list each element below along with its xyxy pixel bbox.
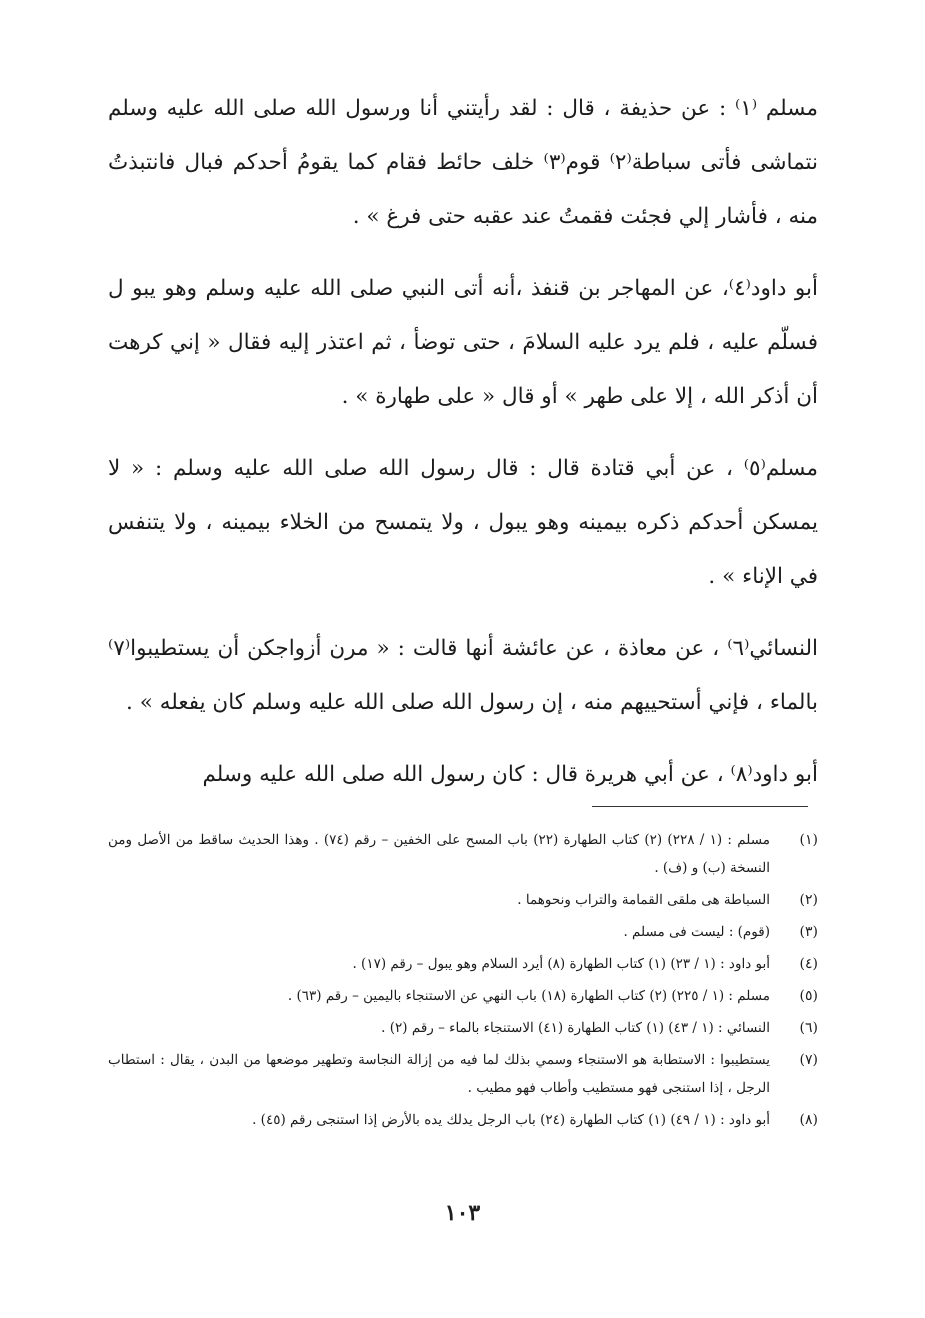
footnote-7 <box>108 1046 818 1102</box>
hadith-paragraph-3: مسلم⁽٥⁾ ، عن أبي قتادة قال : قال رسول الله صلى الله عليه وسلم : « لا يمسكن أحدكم ذكره بيمينه وهو يبول ، ولا يتمسح من الخلاء بيمينه ، ولا يتنفس في الإناء » . <box>108 456 818 589</box>
footnote-text: مسلم : (١ / ٢٢٨) (٢) كتاب الطهارة (٢٢) باب المسح على الخفين – رقم (٧٤) . وهذا الحديث ساقط من الأصل ومن النسخة (ب) و (ف) . <box>108 832 770 876</box>
footnote-text: النسائي : (١ / ٤٣) (١) كتاب الطهارة (٤١) الاستنجاء بالماء – رقم (٢) . <box>381 1020 770 1036</box>
footnote-separator <box>592 806 808 807</box>
hadith-paragraph-5: أبو داود⁽٨⁾ ، عن أبي هريرة قال : كان رسول الله صلى الله عليه وسلم <box>202 762 818 787</box>
footnote-number: (٨) <box>799 1112 818 1128</box>
footnote-number: (٣) <box>799 924 818 940</box>
footnote-6 <box>108 1014 818 1042</box>
footnote-number: (٤) <box>799 956 818 972</box>
footnote-text: مسلم : (١ / ٢٢٥) (٢) كتاب الطهارة (١٨) باب النهي عن الاستنجاء باليمين – رقم (٦٣) . <box>287 988 770 1004</box>
footnote-number: (١) <box>799 832 818 848</box>
footnote-text: أبو داود : (١ / ٢٣) (١) كتاب الطهارة (٨) أيرد السلام وهو يبول – رقم (١٧) . <box>352 956 770 972</box>
footnote-text: يستطيبوا : الاستطابة هو الاستنجاء وسمي بذلك لما فيه من إزالة النجاسة وتطهير موضعها من البدن ، يقال : استطاب الرجل ، إذا استنجى فهو مستطيب وأطاب فهو مطيب . <box>108 1052 770 1096</box>
footnote-number: (٥) <box>799 988 818 1004</box>
main-text <box>108 82 818 802</box>
footnote-number: (٧) <box>799 1052 818 1068</box>
footnote-text: السباطة هى ملقى القمامة والتراب ونحوهما . <box>517 892 770 908</box>
footnote-4 <box>108 950 818 978</box>
hadith-paragraph-1: مسلم ⁽١⁾ : عن حذيفة ، قال : لقد رأيتني أنا ورسول الله صلى الله عليه وسلم نتماشى فأتى سباطة⁽٢⁾ قوم⁽٣⁾ خلف حائط فقام كما يقومُ أحدكم فبال فانتبذتُ منه ، فأشار إلي فجئت فقمتُ عند عقبه حتى فرغ » . <box>108 96 818 229</box>
footnotes <box>108 826 818 1138</box>
hadith-paragraph-4: النسائي⁽٦⁾ ، عن معاذة ، عن عائشة أنها قالت : « مرن أزواجكن أن يستطيبوا⁽٧⁾ بالماء ، فإني أستحييهم منه ، إن رسول الله صلى الله عليه وسلم كان يفعله » . <box>108 636 818 715</box>
page-number: ١٠٣ <box>444 1200 481 1226</box>
hadith-paragraph-2: أبو داود⁽٤⁾، عن المهاجر بن قنفذ ،أنه أتى النبي صلى الله عليه وسلم وهو يبو ل فسلّم عليه ، فلم يرد عليه السلامَ ، حتى توضأ ، ثم اعتذر إليه فقال « إني كرهت أن أذكر الله ، إلا على طهر » أو قال « على طهارة » . <box>108 276 818 409</box>
footnote-3 <box>108 918 818 946</box>
footnote-text: أبو داود : (١ / ٤٩) (١) كتاب الطهارة (٢٤) باب الرجل يدلك يده بالأرض إذا استنجى رقم (٤٥) . <box>252 1112 770 1128</box>
footnote-2 <box>108 886 818 914</box>
footnote-number: (٢) <box>799 892 818 908</box>
footnote-text: (قوم) : ليست فى مسلم . <box>623 924 770 940</box>
footnote-5 <box>108 982 818 1010</box>
footnote-8 <box>108 1106 818 1134</box>
footnote-number: (٦) <box>799 1020 818 1036</box>
footnote-1 <box>108 826 818 882</box>
